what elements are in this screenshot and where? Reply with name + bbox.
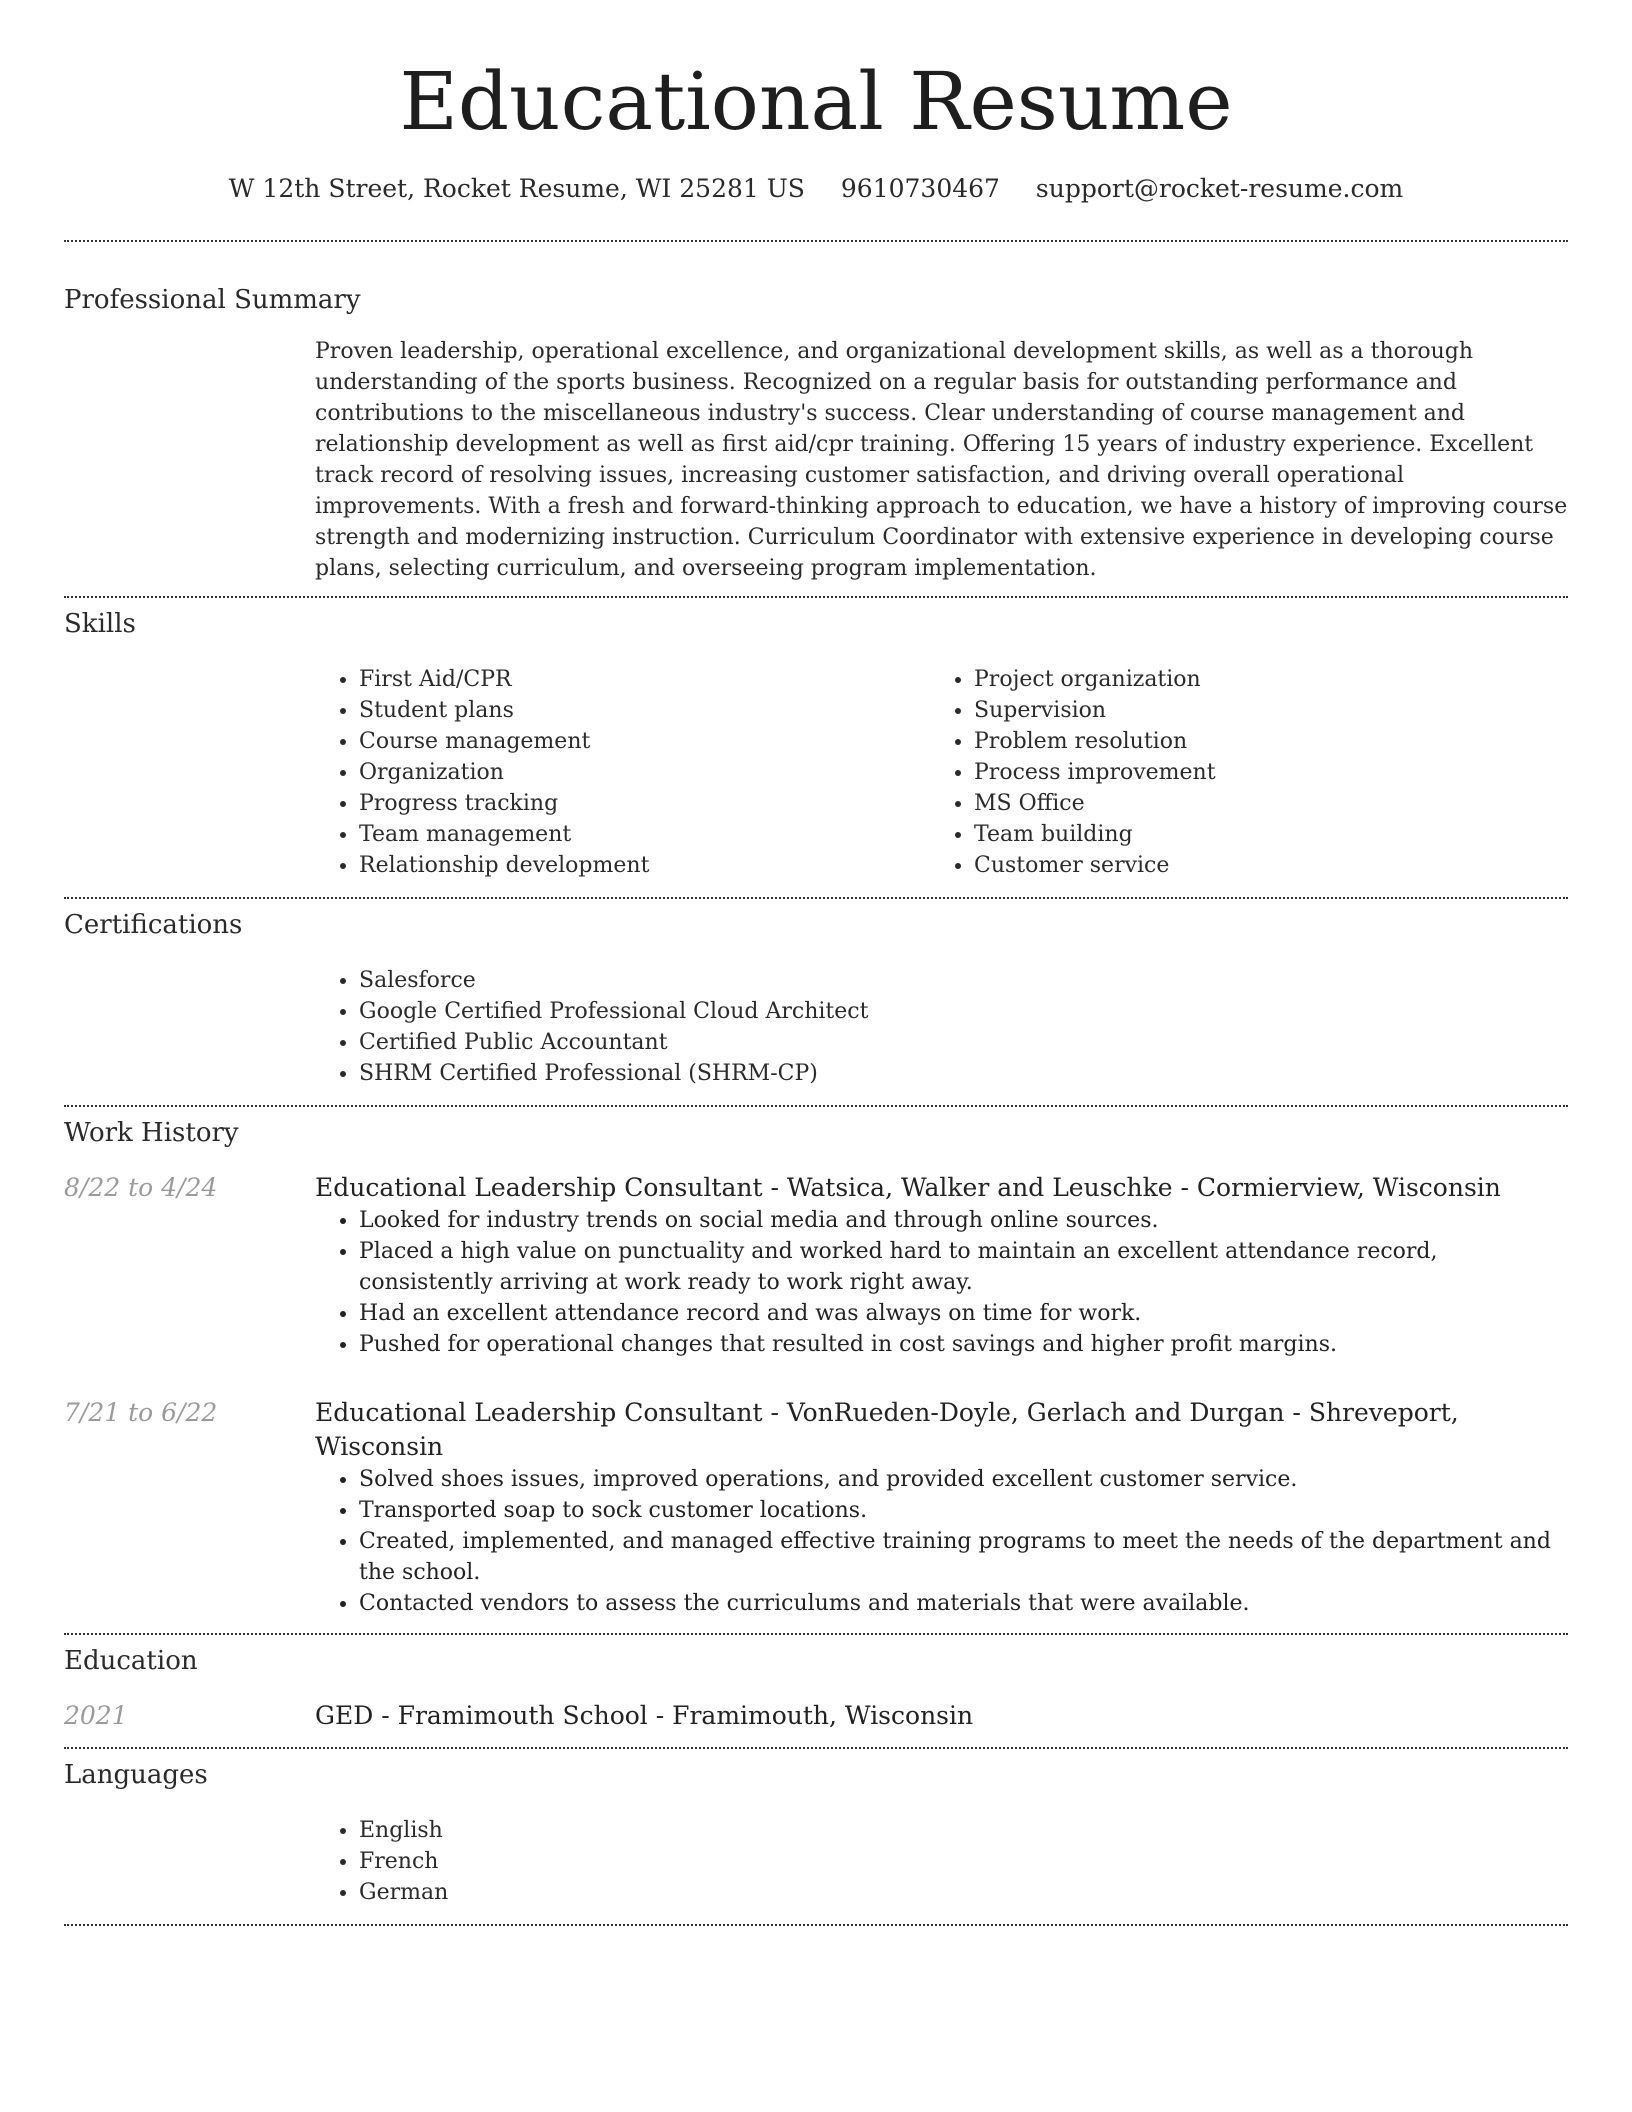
job-entry: [64, 1396, 1568, 1633]
skill-item: • Supervision: [974, 695, 1545, 726]
skills-column-right: [930, 664, 1545, 881]
skill-item: • Team management: [359, 819, 930, 850]
contact-phone: 9610730467: [840, 174, 1000, 203]
certification-item: • Google Certified Professional Cloud Architect: [359, 996, 1568, 1027]
education-year: 2021: [64, 1701, 128, 1730]
contact-line: [64, 172, 1568, 206]
section-title-skills: Skills: [64, 609, 136, 639]
job-title: Educational Leadership Consultant - VonRueden-Doyle, Gerlach and Durgan - Shreveport, Wisconsin: [315, 1398, 1459, 1461]
skills-grid: [315, 664, 1568, 897]
skill-item: • Organization: [359, 757, 930, 788]
job-details: [315, 1396, 1568, 1619]
job-bullet: • Placed a high value on punctuality and worked hard to maintain an excellent attendance record, consistently arriving at work ready to work right away.: [359, 1236, 1568, 1298]
job-entry: [64, 1171, 1568, 1360]
divider: [64, 1924, 1568, 1926]
language-item: • French: [359, 1846, 1568, 1877]
certifications-section: [64, 899, 1568, 1105]
section-title-summary: Professional Summary: [64, 285, 361, 315]
job-bullets: [315, 1464, 1568, 1619]
section-title-languages: Languages: [64, 1760, 208, 1790]
section-title-certifications: Certifications: [64, 910, 243, 940]
contact-email: support@rocket-resume.com: [1035, 174, 1404, 203]
skill-item: • Project organization: [974, 664, 1545, 695]
skill-item: • Problem resolution: [974, 726, 1545, 757]
job-dates: 7/21 to 6/22: [64, 1398, 218, 1427]
skill-item: • Course management: [359, 726, 930, 757]
skill-item: • Progress tracking: [359, 788, 930, 819]
job-title: Educational Leadership Consultant - Watsica, Walker and Leuschke - Cormierview, Wisconsin: [315, 1173, 1501, 1202]
job-bullets: [315, 1205, 1568, 1360]
certification-item: • SHRM Certified Professional (SHRM-CP): [359, 1058, 1568, 1089]
certification-item: • Certified Public Accountant: [359, 1027, 1568, 1058]
job-bullet: • Looked for industry trends on social media and through online sources.: [359, 1205, 1568, 1236]
summary-section: [64, 242, 1568, 596]
education-entry: [64, 1699, 1568, 1733]
job-bullet: • Pushed for operational changes that resulted in cost savings and higher profit margins.: [359, 1329, 1568, 1360]
skill-item: • Process improvement: [974, 757, 1545, 788]
job-bullet: • Transported soap to sock customer locations.: [359, 1495, 1568, 1526]
section-title-work-history: Work History: [64, 1118, 239, 1148]
section-title-education: Education: [64, 1646, 198, 1676]
certification-item: • Salesforce: [359, 965, 1568, 996]
skill-item: • First Aid/CPR: [359, 664, 930, 695]
job-details: [315, 1171, 1568, 1360]
skill-item: • Student plans: [359, 695, 930, 726]
language-item: • German: [359, 1877, 1568, 1908]
job-bullet: • Solved shoes issues, improved operations, and provided excellent customer service.: [359, 1464, 1568, 1495]
job-bullet: • Had an excellent attendance record and was always on time for work.: [359, 1298, 1568, 1329]
skill-item: • Team building: [974, 819, 1545, 850]
job-bullet: • Created, implemented, and managed effective training programs to meet the needs of the department and the school.: [359, 1526, 1568, 1588]
job-dates: 8/22 to 4/24: [64, 1173, 218, 1202]
education-details: GED - Framimouth School - Framimouth, Wisconsin: [315, 1701, 974, 1730]
job-bullet: • Contacted vendors to assess the curriculums and materials that were available.: [359, 1588, 1568, 1619]
skill-item: • Customer service: [974, 850, 1545, 881]
skill-item: • Relationship development: [359, 850, 930, 881]
page-title: Educational Resume: [399, 55, 1233, 148]
contact-address: W 12th Street, Rocket Resume, WI 25281 US: [228, 174, 805, 203]
language-item: • English: [359, 1815, 1568, 1846]
languages-list: [315, 1815, 1568, 1924]
summary-text: Proven leadership, operational excellence, and organizational development skills, as well as a thorough understanding of the sports business. Recognized on a regular basis for outstanding performance and contributions to the miscellaneous industry's success. Clear understanding of course management and relationship development as well as first aid/cpr training. Offering 15 years of industry experience. Excellent track record of resolving issues, increasing customer satisfaction, and driving overall operational improvements. With a fresh and forward-thinking approach to education, we have a history of improving course strength and modernizing instruction. Curriculum Coordinator with extensive experience in developing course plans, selecting curriculum, and overseeing program implementation.: [315, 339, 1568, 581]
work-history-section: [64, 1107, 1568, 1633]
skill-item: • MS Office: [974, 788, 1545, 819]
certifications-list: [315, 965, 1568, 1105]
skills-column-left: [315, 664, 930, 881]
education-section: [64, 1635, 1568, 1747]
languages-section: [64, 1749, 1568, 1924]
skills-section: [64, 598, 1568, 897]
